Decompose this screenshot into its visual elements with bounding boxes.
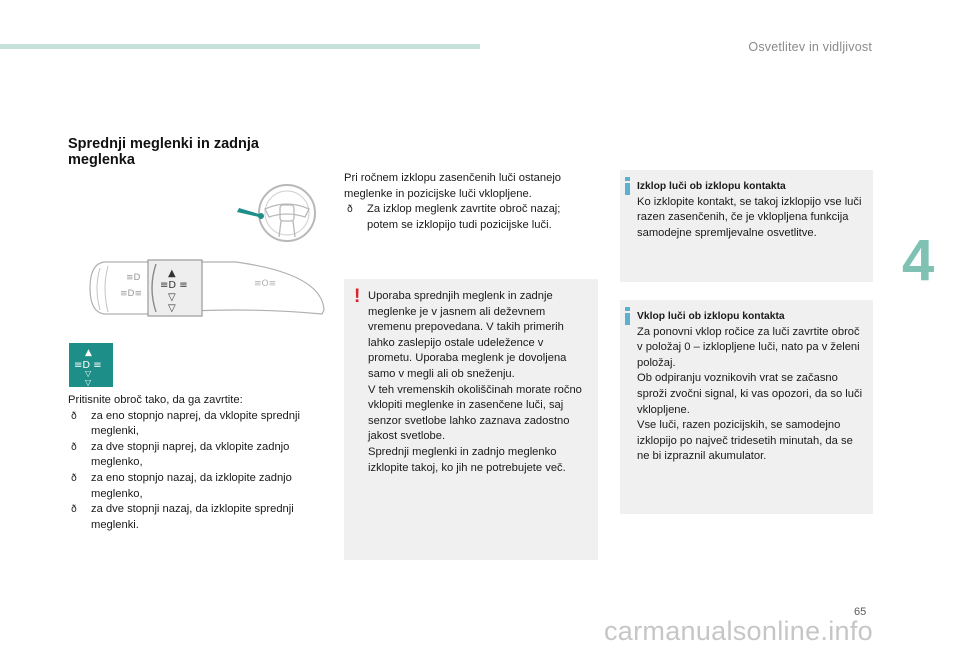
info-box-lights-off: [620, 170, 873, 282]
header-accent-bar: [0, 44, 480, 49]
chapter-number: 4: [902, 228, 935, 293]
running-header: Osvetlitev in vidljivost: [748, 40, 872, 54]
watermark: carmanualsonline.info: [604, 616, 873, 646]
warning-line: V teh vremenskih okoliščinah morate ročno vklopiti meglenke in zasenčene luči, saj senzor svetlobe lahko zaznava zadostno jakost svetlobe.: [368, 383, 582, 443]
ring-intro: Pritisnite obroč tako, da ga zavrtite:: [68, 394, 243, 406]
list-item: ð Za izklop meglenk zavrtite obroč nazaj; potem se izklopijo tudi pozicijske luči.: [344, 202, 584, 233]
steering-wheel-icon: [235, 183, 321, 253]
svg-text:▲: ▲: [85, 348, 92, 358]
ring-steps-list: [68, 409, 326, 534]
svg-text:≡D: ≡D: [126, 273, 141, 283]
info-box-title: Izklop luči ob izklopu kontakta: [637, 181, 786, 192]
section-title: Sprednji meglenki in zadnja meglenka: [68, 136, 259, 168]
info-icon: [625, 307, 630, 325]
list-item: ð za eno stopnjo nazaj, da izklopite zadnjo meglenko,: [68, 471, 326, 502]
list-item: ð za dve stopnji naprej, da vklopite zadnjo meglenko,: [68, 440, 326, 471]
warning-box: [344, 279, 598, 560]
info-box-title: Vklop luči ob izklopu kontakta: [637, 311, 785, 322]
manual-off-paragraph: Pri ročnem izklopu zasenčenih luči ostanejo meglenke in pozicijske luči vklopljene.: [344, 172, 562, 200]
warning-text: [368, 289, 590, 476]
warning-line: Sprednji meglenki in zadnjo meglenko izklopite takoj, ko jih ne potrebujete več.: [368, 445, 566, 474]
svg-text:≡O≡: ≡O≡: [254, 279, 277, 289]
warning-icon: !: [354, 286, 361, 307]
svg-text:≡D ≡: ≡D ≡: [74, 360, 102, 371]
info-box-text: Ob odpiranju voznikovih vrat se začasno sproži zvočni signal, ki vas opozori, da so luči vklopljene.: [637, 372, 863, 416]
svg-text:▽: ▽: [85, 369, 92, 378]
manual-off-text: [344, 171, 584, 233]
info-icon: [625, 177, 630, 195]
ring-instructions: [68, 393, 326, 533]
info-box-text: Vse luči, razen pozicijskih, se samodejno izklopijo po največ tridesetih minutah, da se ne bi izpraznil akumulator.: [637, 419, 853, 463]
svg-text:▽: ▽: [168, 303, 176, 314]
fog-lights-badge: [69, 343, 113, 387]
svg-text:▲: ▲: [168, 268, 176, 279]
list-item: ð za dve stopnji nazaj, da izklopite sprednji meglenki.: [68, 502, 326, 533]
manual-off-list: [344, 202, 584, 233]
svg-text:≡D≡: ≡D≡: [120, 289, 143, 299]
info-box-lights-on: [620, 300, 873, 514]
info-box-text: Ko izklopite kontakt, se takoj izklopijo vse luči razen zasenčenih, če je vklopljena funkcija samodejne spremljevalne osvetlitve.: [637, 195, 862, 239]
fog-lights-ring-icon: [69, 343, 113, 387]
svg-text:▽: ▽: [168, 292, 176, 303]
list-item: ð za eno stopnjo naprej, da vklopite sprednji meglenki,: [68, 409, 326, 440]
warning-line: Uporaba sprednjih meglenk in zadnje meglenke je v jasnem ali deževnem vremenu prepovedana. V takih primerih lahko zaslepijo ostale udeležence v prometu. Uporaba meglenk je dovoljena samo v megli ali ob sneženju.: [368, 290, 567, 380]
info-box-text: Za ponovni vklop ročice za luči zavrtite obroč v položaj 0 – izklopljene luči, nato pa v želeni položaj.: [637, 325, 860, 369]
lighting-stalk-icon: [86, 254, 326, 320]
svg-text:≡D ≡: ≡D ≡: [160, 280, 188, 291]
page-number: 65: [854, 606, 867, 618]
svg-text:▽: ▽: [85, 378, 92, 387]
